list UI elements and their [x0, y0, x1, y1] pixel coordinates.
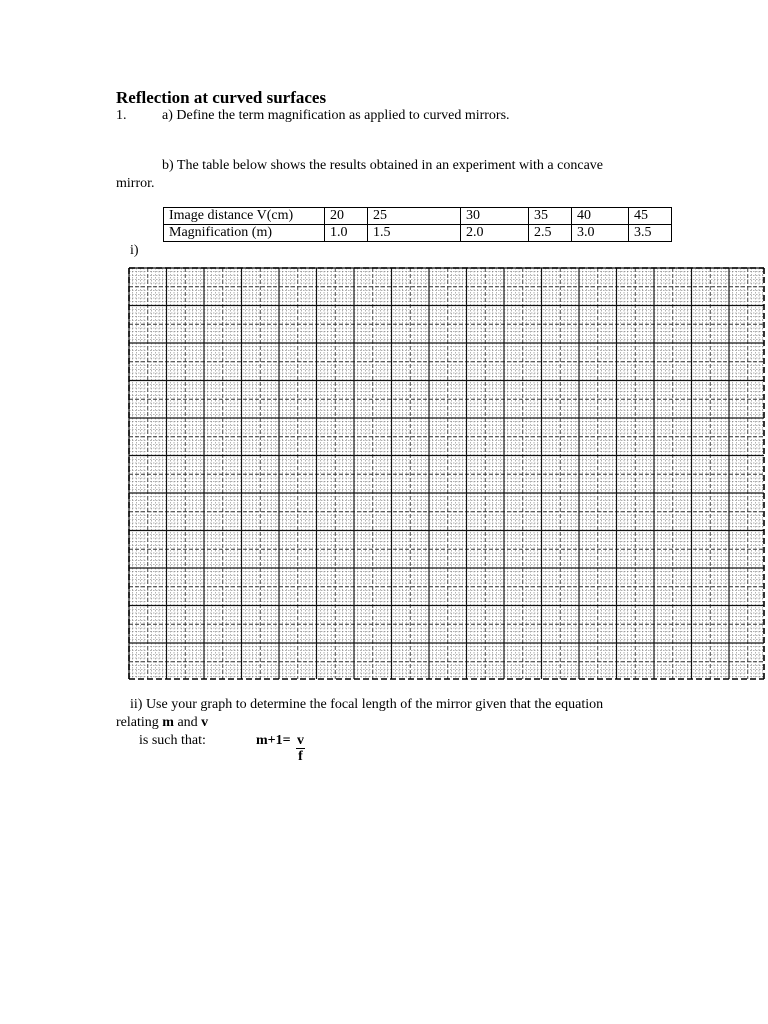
results-table [163, 207, 672, 242]
table-cell: 1.0 [325, 225, 368, 242]
page-title: Reflection at curved surfaces [116, 88, 327, 107]
question-part-ii-line2 [116, 715, 208, 731]
table-row-label: Image distance V(cm) [164, 208, 325, 225]
table-cell: 45 [629, 208, 672, 225]
table-row-label: Magnification (m) [164, 225, 325, 242]
symbol-v: v [201, 715, 209, 730]
table-row-image-distance [164, 208, 672, 225]
table-cell: 25 [368, 208, 461, 225]
equation-lhs: m+1= [256, 733, 291, 748]
symbol-m: m [162, 715, 174, 730]
table-cell: 2.0 [461, 225, 529, 242]
table-row-magnification [164, 225, 672, 242]
question-part-a: a) Define the term magnification as applied to curved mirrors. [162, 108, 510, 123]
equation-numerator: v [297, 733, 304, 748]
question-part-b-line1: b) The table below shows the results obtained in an experiment with a concave [162, 158, 603, 173]
equation-fraction [296, 733, 305, 764]
text-and: and [173, 715, 202, 730]
table-cell: 3.5 [629, 225, 672, 242]
table-cell: 35 [529, 208, 572, 225]
question-number: 1. [116, 108, 127, 123]
table-cell: 2.5 [529, 225, 572, 242]
equation-denominator: f [298, 749, 303, 764]
table-cell: 1.5 [368, 225, 461, 242]
table-cell: 30 [461, 208, 529, 225]
table-cell: 20 [325, 208, 368, 225]
part-i-label: i) [130, 243, 139, 258]
question-part-b-line2: mirror. [116, 176, 155, 191]
graph-paper [127, 266, 767, 684]
text-relating: relating [116, 715, 163, 730]
question-part-ii-line3: is such that: [139, 733, 206, 748]
table-cell: 40 [572, 208, 629, 225]
question-part-ii-line1: ii) Use your graph to determine the focal length of the mirror given that the equation [130, 697, 604, 712]
table-cell: 3.0 [572, 225, 629, 242]
